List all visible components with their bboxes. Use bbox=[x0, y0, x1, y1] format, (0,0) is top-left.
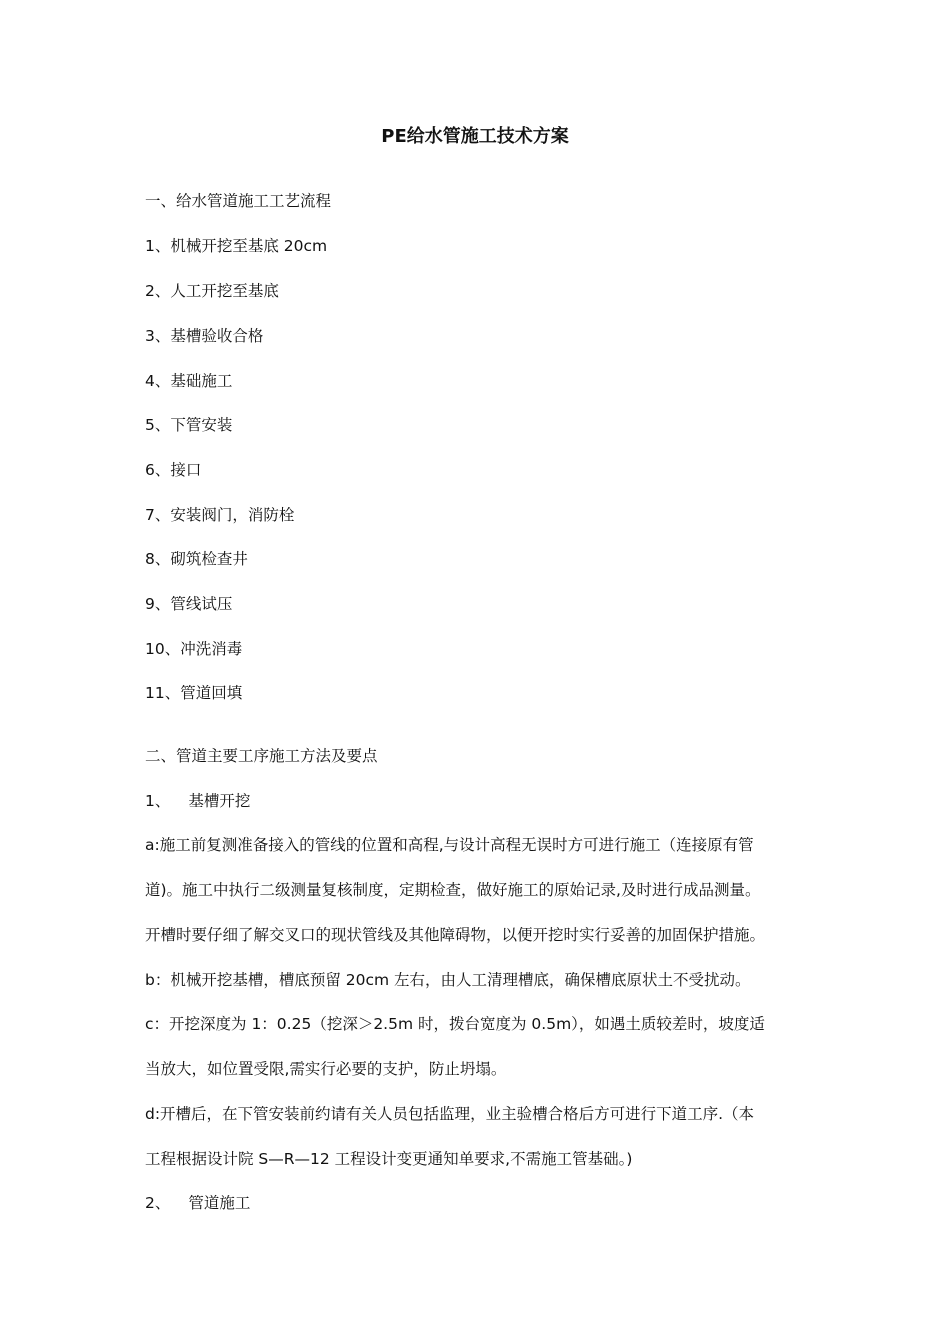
list-item: 8、砌筑检查井 bbox=[145, 550, 248, 568]
list-item: 4、基础施工 bbox=[145, 372, 233, 390]
list-item: 3、基槽验收合格 bbox=[145, 327, 264, 345]
list-item: 9、管线试压 bbox=[145, 595, 233, 613]
section-heading: 一、给水管道施工工艺流程 bbox=[145, 192, 332, 210]
list-item: 10、冲洗消毒 bbox=[145, 640, 243, 658]
subsection-heading bbox=[145, 790, 815, 812]
paragraph-line: c：开挖深度为 1：0.25（挖深＞2.5m 时，拨台宽度为 0.5m），如遇土质较差时，坡度适 bbox=[145, 1015, 765, 1033]
paragraph-line: b：机械开挖基槽，槽底预留 20cm 左右，由人工清理槽底，确保槽底原状土不受扰动。 bbox=[145, 971, 751, 989]
subsection-title: 管道施工 bbox=[188, 1194, 251, 1212]
subsection-title: 基槽开挖 bbox=[188, 792, 251, 810]
paragraph-line: a:施工前复测准备接入的管线的位置和高程,与设计高程无误时方可进行施工（连接原有管 bbox=[145, 836, 754, 854]
paragraph-line: 当放大，如位置受限,需实行必要的支护，防止坍塌。 bbox=[145, 1060, 507, 1078]
document-title: PE给水管施工技术方案 bbox=[381, 126, 569, 147]
list-item: 5、下管安装 bbox=[145, 416, 233, 434]
list-item: 1、机械开挖至基底 20cm bbox=[145, 237, 328, 255]
list-item: 6、接口 bbox=[145, 461, 202, 479]
subsection-number: 2、 bbox=[145, 1194, 171, 1212]
list-item: 2、人工开挖至基底 bbox=[145, 282, 279, 300]
list-item: 11、管道回填 bbox=[145, 684, 243, 702]
subsection-heading bbox=[145, 1192, 815, 1214]
subsection-number: 1、 bbox=[145, 792, 171, 810]
list-item: 7、安装阀门，消防栓 bbox=[145, 506, 295, 524]
paragraph-line: 道)。施工中执行二级测量复核制度，定期检查，做好施工的原始记录,及时进行成品测量。 bbox=[145, 881, 761, 899]
paragraph-line: d:开槽后，在下管安装前约请有关人员包括监理，业主验槽合格后方可进行下道工序.（本 bbox=[145, 1105, 754, 1123]
section-heading: 二、管道主要工序施工方法及要点 bbox=[145, 747, 378, 765]
paragraph-line: 工程根据设计院 S—R—12 工程设计变更通知单要求,不需施工管基础。) bbox=[145, 1150, 633, 1168]
paragraph-line: 开槽时要仔细了解交叉口的现状管线及其他障碍物，以便开挖时实行妥善的加固保护措施。 bbox=[145, 926, 766, 944]
